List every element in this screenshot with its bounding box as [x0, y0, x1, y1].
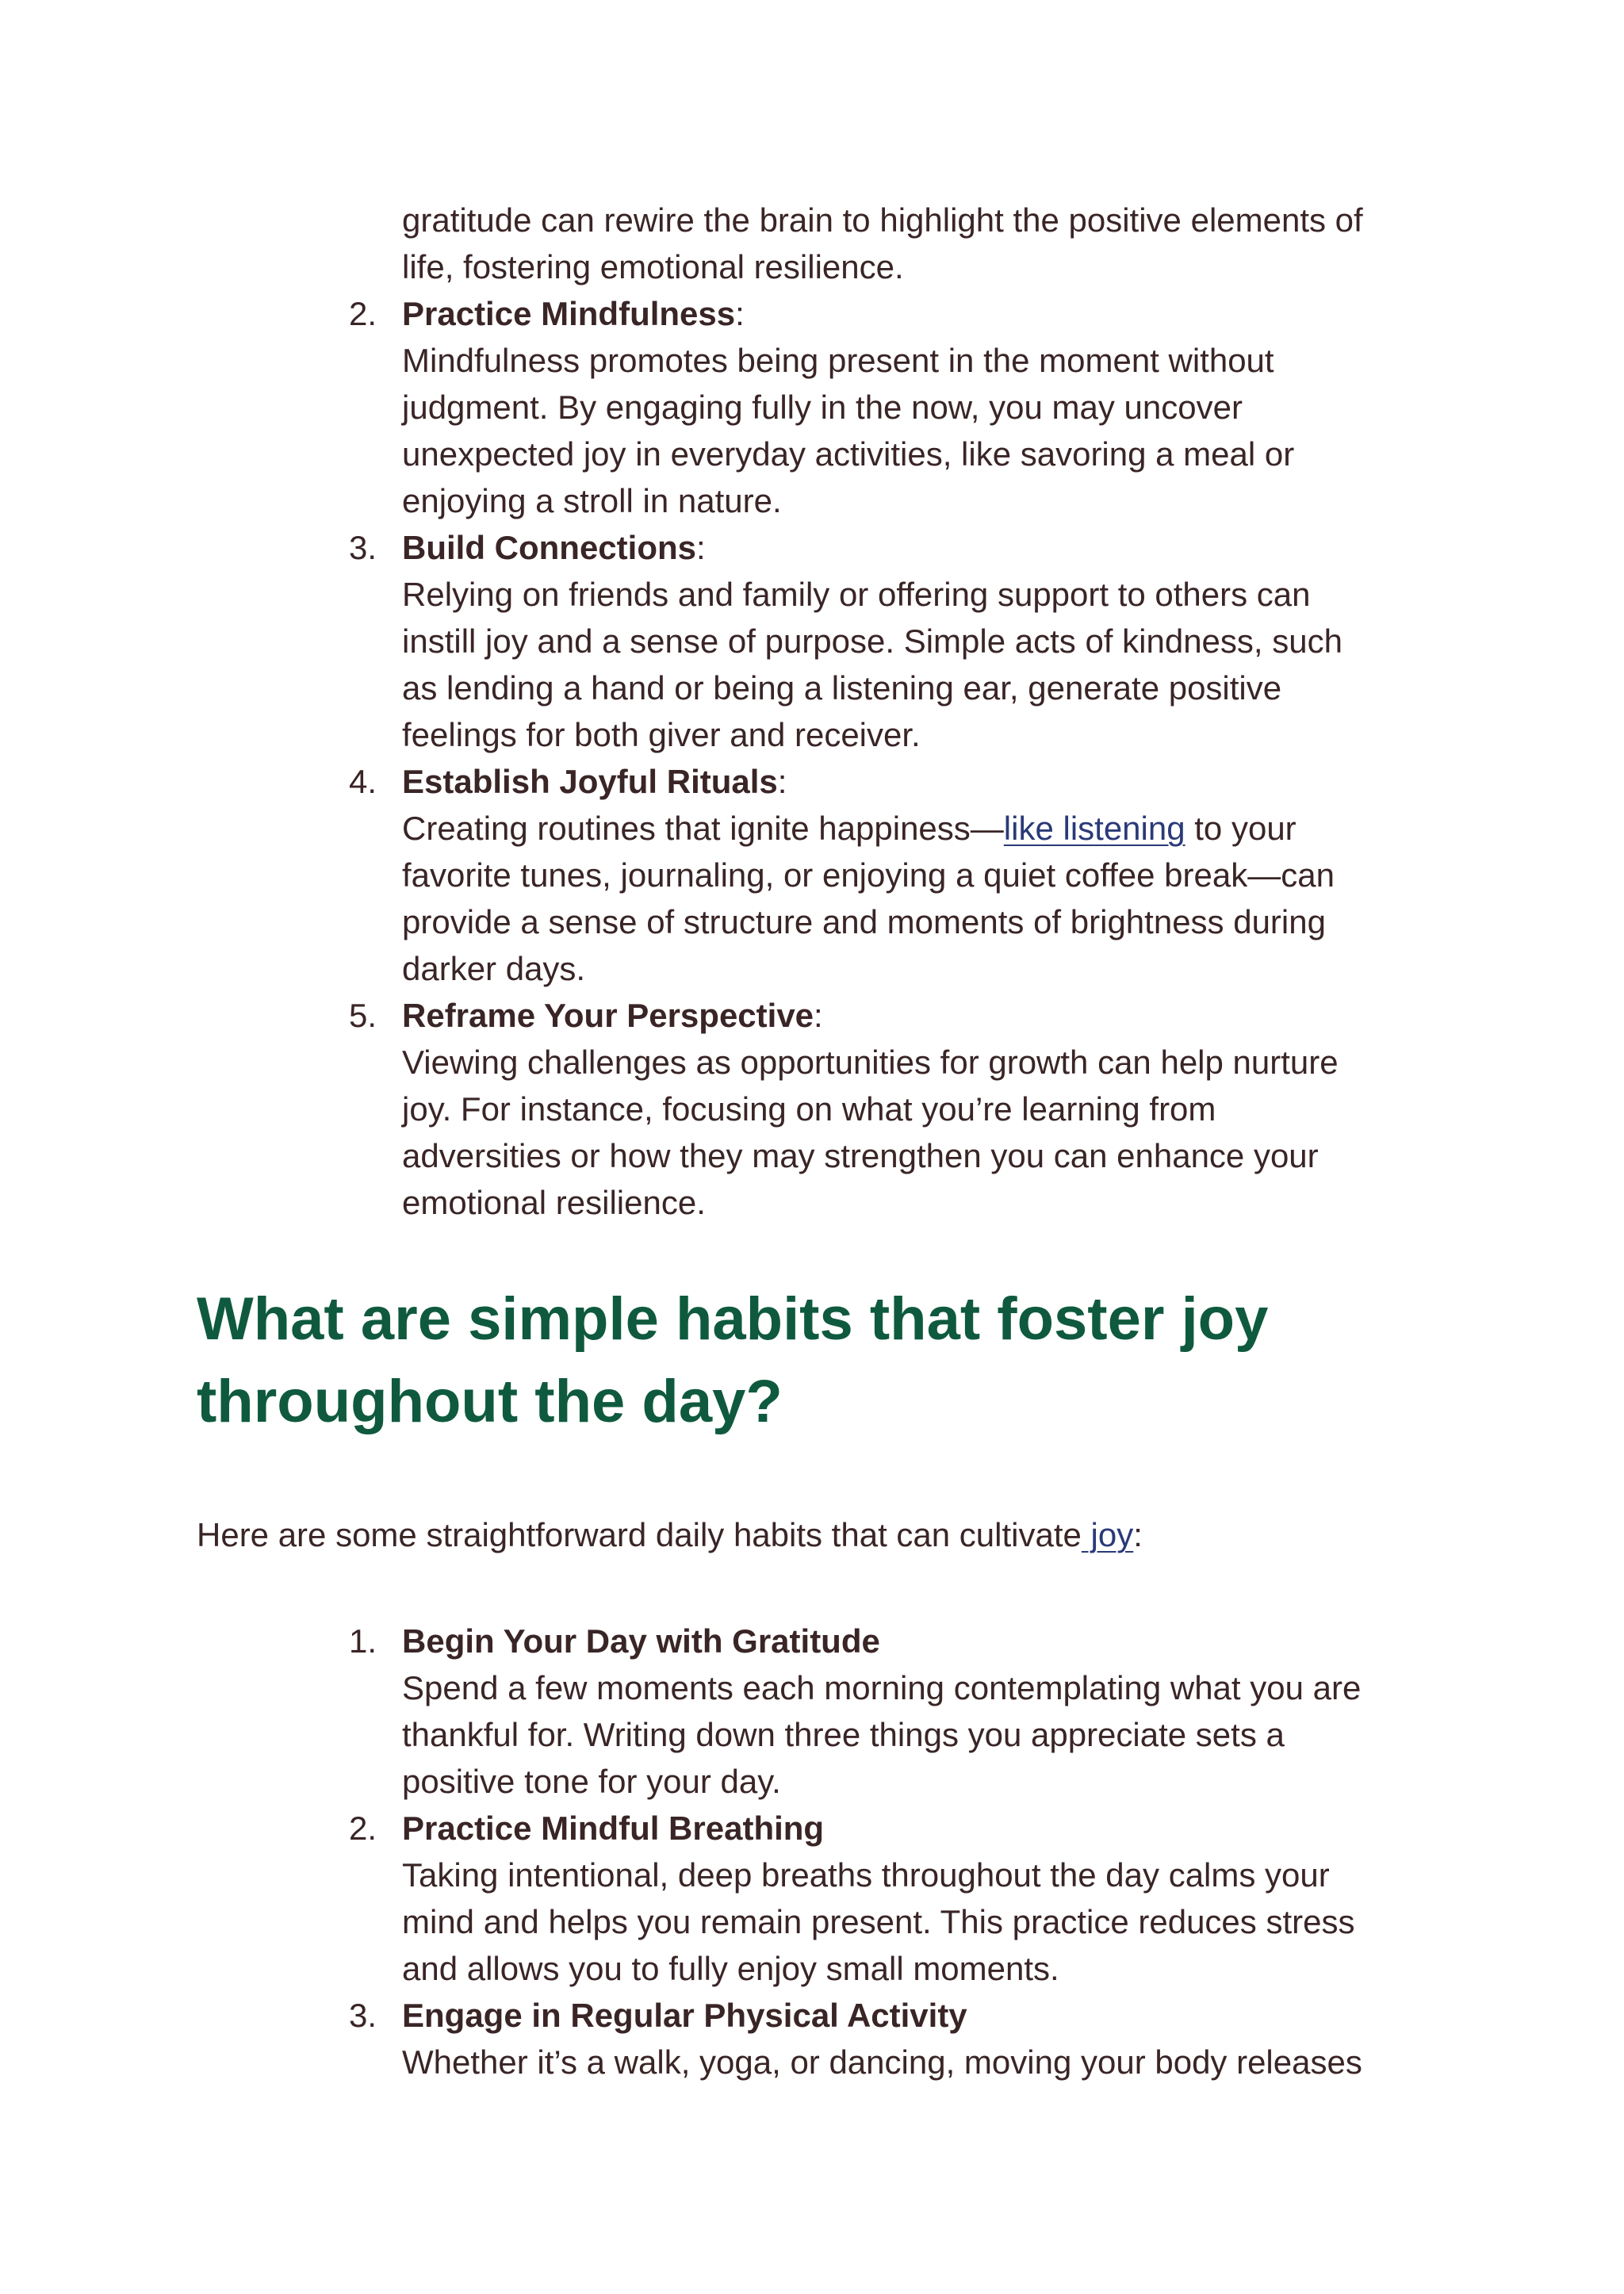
list-item-text-line: as lending a hand or being a listening ear, generate positive — [402, 669, 1282, 707]
list-item-text-line: provide a sense of structure and moments of brightness during — [402, 903, 1326, 940]
continued-text-line: life, fostering emotional resilience. — [402, 248, 904, 285]
list-item-text-line: Relying on friends and family or offering support to others can — [402, 576, 1311, 613]
list-item-text-line: judgment. By engaging fully in the now, you may uncover — [402, 389, 1243, 426]
list-item-text-line: thankful for. Writing down three things you appreciate sets a — [402, 1716, 1285, 1753]
title-colon: : — [814, 997, 823, 1034]
intro-paragraph — [197, 1511, 1143, 1558]
list-item-text-line: mind and helps you remain present. This practice reduces stress — [402, 1903, 1355, 1940]
list-item-number: 3. — [349, 1997, 377, 2034]
list-item-text-line — [402, 805, 1297, 852]
list-item-text-line: feelings for both giver and receiver. — [402, 716, 921, 753]
list-item-text-line: Viewing challenges as opportunities for growth can help nurture — [402, 1044, 1339, 1081]
list-item-text-line: Mindfulness promotes being present in the moment without — [402, 342, 1274, 379]
joy-link[interactable]: joy — [1081, 1516, 1134, 1553]
list-item-text-line: and allows you to fully enjoy small moments. — [402, 1950, 1059, 1987]
list-item-title-line — [402, 290, 745, 337]
list-item-title: Practice Mindfulness — [402, 295, 736, 332]
list-item-title: Build Connections — [402, 529, 696, 566]
list-item-title: Practice Mindful Breathing — [402, 1810, 825, 1847]
title-colon: : — [777, 763, 787, 800]
title-colon: : — [735, 295, 745, 332]
list-item-title-line — [402, 524, 706, 571]
list-item-text-line: instill joy and a sense of purpose. Simple acts of kindness, such — [402, 622, 1342, 660]
list-item-number: 2. — [349, 295, 377, 332]
list-item-number: 1. — [349, 1622, 377, 1660]
list-item-number: 2. — [349, 1810, 377, 1847]
list-item-title: Begin Your Day with Gratitude — [402, 1622, 880, 1660]
list-item-title-line — [402, 758, 787, 805]
list-item-text-line: adversities or how they may strengthen you can enhance your — [402, 1137, 1319, 1174]
list-item-title: Reframe Your Perspective — [402, 997, 814, 1034]
list-item-title: Establish Joyful Rituals — [402, 763, 778, 800]
list-item-text-line: darker days. — [402, 950, 586, 987]
list-item-text-line: emotional resilience. — [402, 1184, 706, 1221]
section-heading-line: What are simple habits that foster joy — [197, 1285, 1269, 1353]
list-item-number: 4. — [349, 763, 377, 800]
list-item-text-line: Spend a few moments each morning contemplating what you are — [402, 1669, 1362, 1706]
text-after-link: to your — [1185, 810, 1297, 847]
list-item-title: Engage in Regular Physical Activity — [402, 1997, 967, 2034]
intro-text: Here are some straightforward daily habits that can cultivate — [197, 1516, 1082, 1553]
list-item-text-line: positive tone for your day. — [402, 1763, 781, 1800]
list-item-text-line: favorite tunes, journaling, or enjoying a quiet coffee break—can — [402, 856, 1335, 894]
like-listening-link[interactable]: like listening — [1003, 810, 1185, 847]
section-heading-line: throughout the day? — [197, 1368, 783, 1435]
list-item-text-line: enjoying a stroll in nature. — [402, 482, 782, 519]
continued-text-line: gratitude can rewire the brain to highlight the positive elements of — [402, 201, 1363, 239]
list-item-number: 3. — [349, 529, 377, 566]
list-item-title-line — [402, 992, 823, 1039]
title-colon: : — [696, 529, 706, 566]
text-before-link: Creating routines that ignite happiness— — [402, 810, 1004, 847]
list-item-number: 5. — [349, 997, 377, 1034]
intro-colon: : — [1133, 1516, 1143, 1553]
list-item-text-line: joy. For instance, focusing on what you’re learning from — [402, 1090, 1216, 1128]
list-item-text-line: Taking intentional, deep breaths throughout the day calms your — [402, 1856, 1330, 1894]
list-item-text-line: unexpected joy in everyday activities, like savoring a meal or — [402, 435, 1295, 473]
list-item-text-line: Whether it’s a walk, yoga, or dancing, moving your body releases — [402, 2043, 1362, 2081]
